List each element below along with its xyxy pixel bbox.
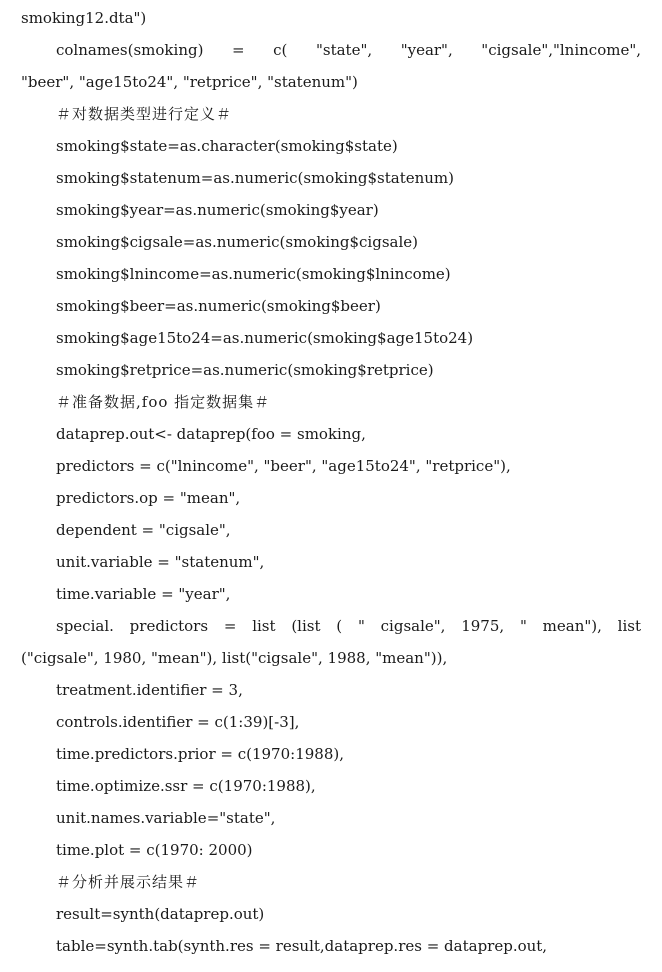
code-line-23: controls.identifier = c(1:39)[-3], xyxy=(56,713,300,731)
code-line-19: time.variable = "year", xyxy=(56,585,231,603)
code-line-11: smoking$age15to24=as.numeric(smoking$age15to24) xyxy=(56,329,474,347)
code-line-12: smoking$retprice=as.numeric(smoking$retprice) xyxy=(56,361,434,379)
code-line-21: ("cigsale", 1980, "mean"), list("cigsale", 1988, "mean")), xyxy=(21,649,448,667)
code-line-17: dependent = "cigsale", xyxy=(56,521,231,539)
code-line-5: smoking$state=as.character(smoking$state) xyxy=(56,137,398,155)
code-line-18: unit.variable = "statenum", xyxy=(56,553,265,571)
code-line-6: smoking$statenum=as.numeric(smoking$statenum) xyxy=(56,169,454,187)
code-line-25: time.optimize.ssr = c(1970:1988), xyxy=(56,777,316,795)
code-line-29: result=synth(dataprep.out) xyxy=(56,905,265,923)
comment-line-1: ＃对数据类型进行定义＃ xyxy=(56,105,233,123)
code-line-1: smoking12.dta") xyxy=(21,9,147,27)
code-line-9: smoking$lnincome=as.numeric(smoking$lnincome) xyxy=(56,265,451,283)
code-line-27: time.plot = c(1970: 2000) xyxy=(56,841,253,859)
comment-line-3: ＃分析并展示结果＃ xyxy=(56,873,201,891)
code-line-2: colnames(smoking) = c( "state", "year", "cigsale","lnincome", xyxy=(56,41,641,59)
code-line-8: smoking$cigsale=as.numeric(smoking$cigsale) xyxy=(56,233,418,251)
code-line-16: predictors.op = "mean", xyxy=(56,489,241,507)
code-line-14: dataprep.out<- dataprep(foo = smoking, xyxy=(56,425,366,443)
code-line-3: "beer", "age15to24", "retprice", "statenum") xyxy=(21,73,358,91)
code-line-20: special. predictors = list (list ( " cigsale", 1975, " mean"), list xyxy=(56,617,641,635)
code-line-10: smoking$beer=as.numeric(smoking$beer) xyxy=(56,297,381,315)
code-line-26: unit.names.variable="state", xyxy=(56,809,276,827)
code-line-15: predictors = c("lnincome", "beer", "age15to24", "retprice"), xyxy=(56,457,511,475)
code-line-7: smoking$year=as.numeric(smoking$year) xyxy=(56,201,379,219)
code-line-30: table=synth.tab(synth.res = result,dataprep.res = dataprep.out, xyxy=(56,937,548,955)
code-line-24: time.predictors.prior = c(1970:1988), xyxy=(56,745,344,763)
code-line-22: treatment.identifier = 3, xyxy=(56,681,243,699)
comment-line-2: ＃准备数据,foo 指定数据集＃ xyxy=(56,393,271,411)
